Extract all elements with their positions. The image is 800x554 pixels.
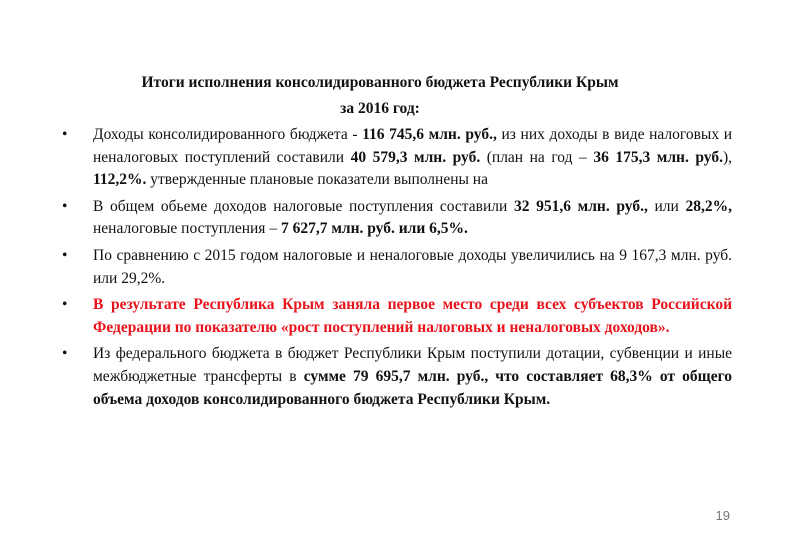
bullet-text: 112,2%. [93, 171, 147, 189]
bullet-text: ), [722, 148, 732, 166]
title-line-1: Итоги исполнения консолидированного бюджета Республики Крым [141, 74, 619, 91]
bullet-text: 28,2%, [685, 197, 732, 215]
bullet-text: (план на год – [480, 148, 594, 166]
bullet-marker: • [62, 345, 68, 363]
bullet-text: или [647, 197, 686, 215]
bullet-text: 7 627,7 млн. руб. или 6,5%. [280, 220, 468, 238]
bullet-item [62, 124, 732, 192]
bullet-item [62, 294, 732, 339]
bullet-text: неналоговые поступления – [93, 220, 281, 238]
bullet-marker: • [62, 296, 68, 314]
bullet-list [62, 124, 732, 415]
bullet-text: Доходы консолидированного бюджета - [93, 126, 363, 143]
bullet-marker: • [62, 246, 68, 264]
bullet-text: 40 579,3 млн. руб. [350, 148, 481, 166]
bullet-text: сумме 79 695,7 млн. руб., что составляет 68,3% от общего объема доходов консолидированного бюджета Республики Крым. [93, 367, 732, 408]
title-line-2: за 2016 год: [340, 100, 420, 117]
slide-title [60, 70, 700, 122]
bullet-text: из них доходы в виде налоговых и неналоговых поступлений составили [93, 126, 733, 166]
bullet-marker: • [62, 126, 68, 143]
bullet-text: В общем обьеме доходов налоговые поступления составили [93, 197, 514, 215]
bullet-text: Из федерального бюджета в бюджет Республики Крым поступили дотации, субвенции и иные межбюджетные трансферты в [93, 345, 732, 385]
page-number: 19 [715, 508, 730, 523]
bullet-item [62, 245, 732, 290]
bullet-item [62, 196, 732, 241]
bullet-text: утвержденные плановые показатели выполнены на [146, 171, 488, 189]
bullet-item [62, 343, 732, 411]
bullet-text: В результате Республика Крым заняла первое место среди всех субъектов Российской Федерации по показателю «рост поступлений налоговых и неналоговых доходов». [93, 296, 732, 336]
bullet-text: 36 175,3 млн. руб. [593, 148, 723, 166]
bullet-text: 116 745,6 млн. руб., [362, 126, 497, 143]
bullet-marker: • [62, 197, 68, 215]
bullet-text: 32 951,6 млн. руб., [513, 197, 648, 215]
bullet-text: По сравнению с 2015 годом налоговые и неналоговые доходы увеличились на 9 167,3 млн. руб. или 29,2%. [93, 246, 732, 287]
